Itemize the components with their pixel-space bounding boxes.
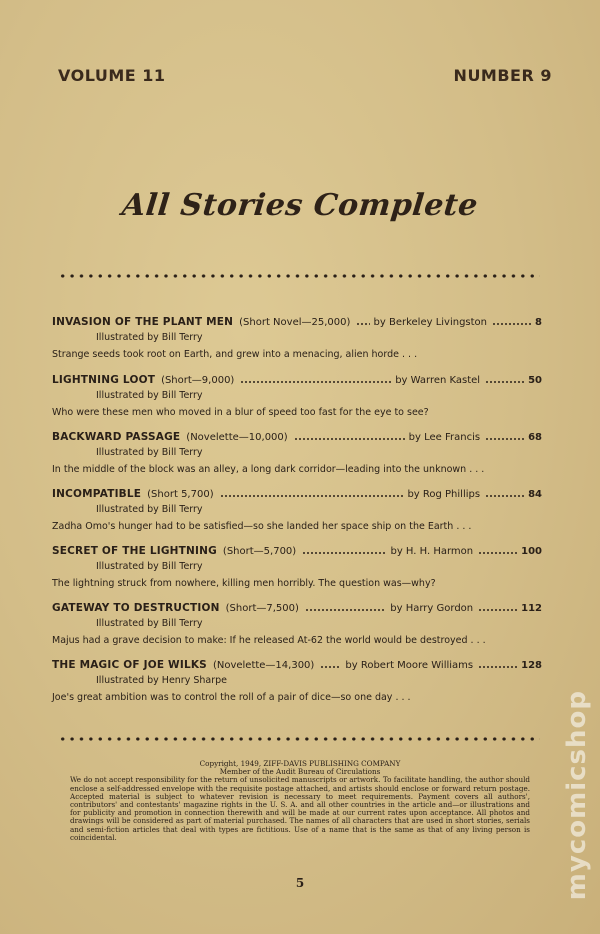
dot-leader xyxy=(305,609,386,611)
story-author: by Rog Phillips xyxy=(407,489,481,500)
story-illustrator: Illustrated by Bill Terry xyxy=(96,618,203,629)
membership-line: Member of the Audit Bureau of Circulations xyxy=(219,767,381,777)
volume-label: VOLUME 11 xyxy=(58,66,166,85)
copyright-notice xyxy=(70,760,530,842)
story-blurb: Joe's great ambition was to control the roll of a pair of dice—so one day . . . xyxy=(52,692,411,703)
dot-leader xyxy=(320,666,341,668)
story-page-number: 100 xyxy=(521,546,542,557)
dot-leader xyxy=(302,552,386,554)
story-author: by Robert Moore Williams xyxy=(345,660,474,671)
story-page-number: 128 xyxy=(521,660,542,671)
story-author: by H. H. Harmon xyxy=(390,546,474,557)
story-author: by Berkeley Livingston xyxy=(373,317,488,328)
dot-leader xyxy=(240,381,391,383)
story-entry xyxy=(52,545,542,589)
story-illustrator: Illustrated by Bill Terry xyxy=(96,390,203,401)
dotted-divider-bottom xyxy=(58,737,540,741)
story-type: (Novelette—14,300) xyxy=(212,660,315,671)
story-title: BACKWARD PASSAGE xyxy=(52,431,181,443)
story-entry xyxy=(52,374,542,418)
story-title: LIGHTNING LOOT xyxy=(52,374,156,386)
dot-leader xyxy=(220,495,404,497)
dot-leader xyxy=(492,323,532,325)
story-type: (Short—9,000) xyxy=(161,375,235,386)
dot-leader xyxy=(485,438,525,440)
story-type: (Short Novel—25,000) xyxy=(239,317,351,328)
story-page-number: 112 xyxy=(521,603,542,614)
story-title: INCOMPATIBLE xyxy=(52,488,142,500)
watermark-logo: mycomicshop xyxy=(562,690,592,901)
story-blurb: Zadha Omo's hunger had to be satisfied—so she landed her space ship on the Earth . . . xyxy=(52,521,472,532)
story-author: by Lee Francis xyxy=(408,432,481,443)
story-page-number: 50 xyxy=(528,375,542,386)
story-title: THE MAGIC OF JOE WILKS xyxy=(52,659,207,671)
page-number: 5 xyxy=(295,876,305,890)
issue-number-label: NUMBER 9 xyxy=(453,66,552,85)
story-blurb: Majus had a grave decision to make: If he released At-62 the world would be destroyed . . . xyxy=(52,635,486,646)
dot-leader xyxy=(485,381,525,383)
story-illustrator: Illustrated by Bill Terry xyxy=(96,504,203,515)
story-type: (Short 5,700) xyxy=(147,489,214,500)
story-entry xyxy=(52,602,542,646)
story-illustrator: Illustrated by Bill Terry xyxy=(96,332,203,343)
dot-leader xyxy=(356,323,369,325)
story-blurb: Strange seeds took root on Earth, and grew into a menacing, alien horde . . . xyxy=(52,349,418,360)
story-type: (Novelette—10,000) xyxy=(186,432,288,443)
copyright-line: Copyright, 1949, ZIFF-DAVIS PUBLISHING COMPANY xyxy=(199,759,401,768)
dot-leader xyxy=(478,552,518,554)
story-entry xyxy=(52,431,542,475)
story-page-number: 8 xyxy=(535,317,542,328)
story-blurb: Who were these men who moved in a blur of speed too fast for the eye to see? xyxy=(52,407,429,418)
dotted-divider-top xyxy=(58,274,540,278)
story-type: (Short—5,700) xyxy=(222,546,297,557)
story-author: by Warren Kastel xyxy=(395,375,481,386)
story-entry xyxy=(52,316,542,360)
story-page-number: 68 xyxy=(528,432,542,443)
story-entry xyxy=(52,488,542,532)
story-page-number: 84 xyxy=(528,489,542,500)
dot-leader xyxy=(485,495,525,497)
story-type: (Short—7,500) xyxy=(225,603,299,614)
story-title: INVASION OF THE PLANT MEN xyxy=(52,316,234,328)
copyright-body: We do not accept responsibility for the return of unsolicited manuscripts or artwork. To facilitate handling, the author should enclose a self-addressed envelope with the requisite postage attached, and artists should enclose or forward return postage. Accepted material is subject to whatever revision is necessary to meet requirements. Payment covers all authors', contributors' and contestants' magazine rights in the U. S. A. and all other countries in the article and—or illustrations and for publicity and promotion in connection therewith and will be made at our current rates upon acceptance. All photos and drawings will be considered as part of material purchased. The names of all characters that are used in short stories, serials and semi-fiction articles that deal with types are fictitious. Use of a name that is the same as that of any living person is coincidental. xyxy=(70,775,530,842)
story-illustrator: Illustrated by Bill Terry xyxy=(96,447,203,458)
story-title: SECRET OF THE LIGHTNING xyxy=(52,545,217,557)
story-title: GATEWAY TO DESTRUCTION xyxy=(52,602,220,614)
dot-leader xyxy=(478,609,518,611)
story-illustrator: Illustrated by Henry Sharpe xyxy=(96,675,228,686)
story-entry xyxy=(52,659,542,703)
dot-leader xyxy=(294,438,405,440)
story-blurb: In the middle of the block was an alley, a long dark corridor—leading into the unknown . . . xyxy=(52,464,485,475)
story-illustrator: Illustrated by Bill Terry xyxy=(96,561,203,572)
dot-leader xyxy=(478,666,518,668)
page-title: All Stories Complete xyxy=(120,188,480,223)
story-blurb: The lightning struck from nowhere, killing men horribly. The question was—why? xyxy=(52,578,436,589)
story-author: by Harry Gordon xyxy=(390,603,474,614)
